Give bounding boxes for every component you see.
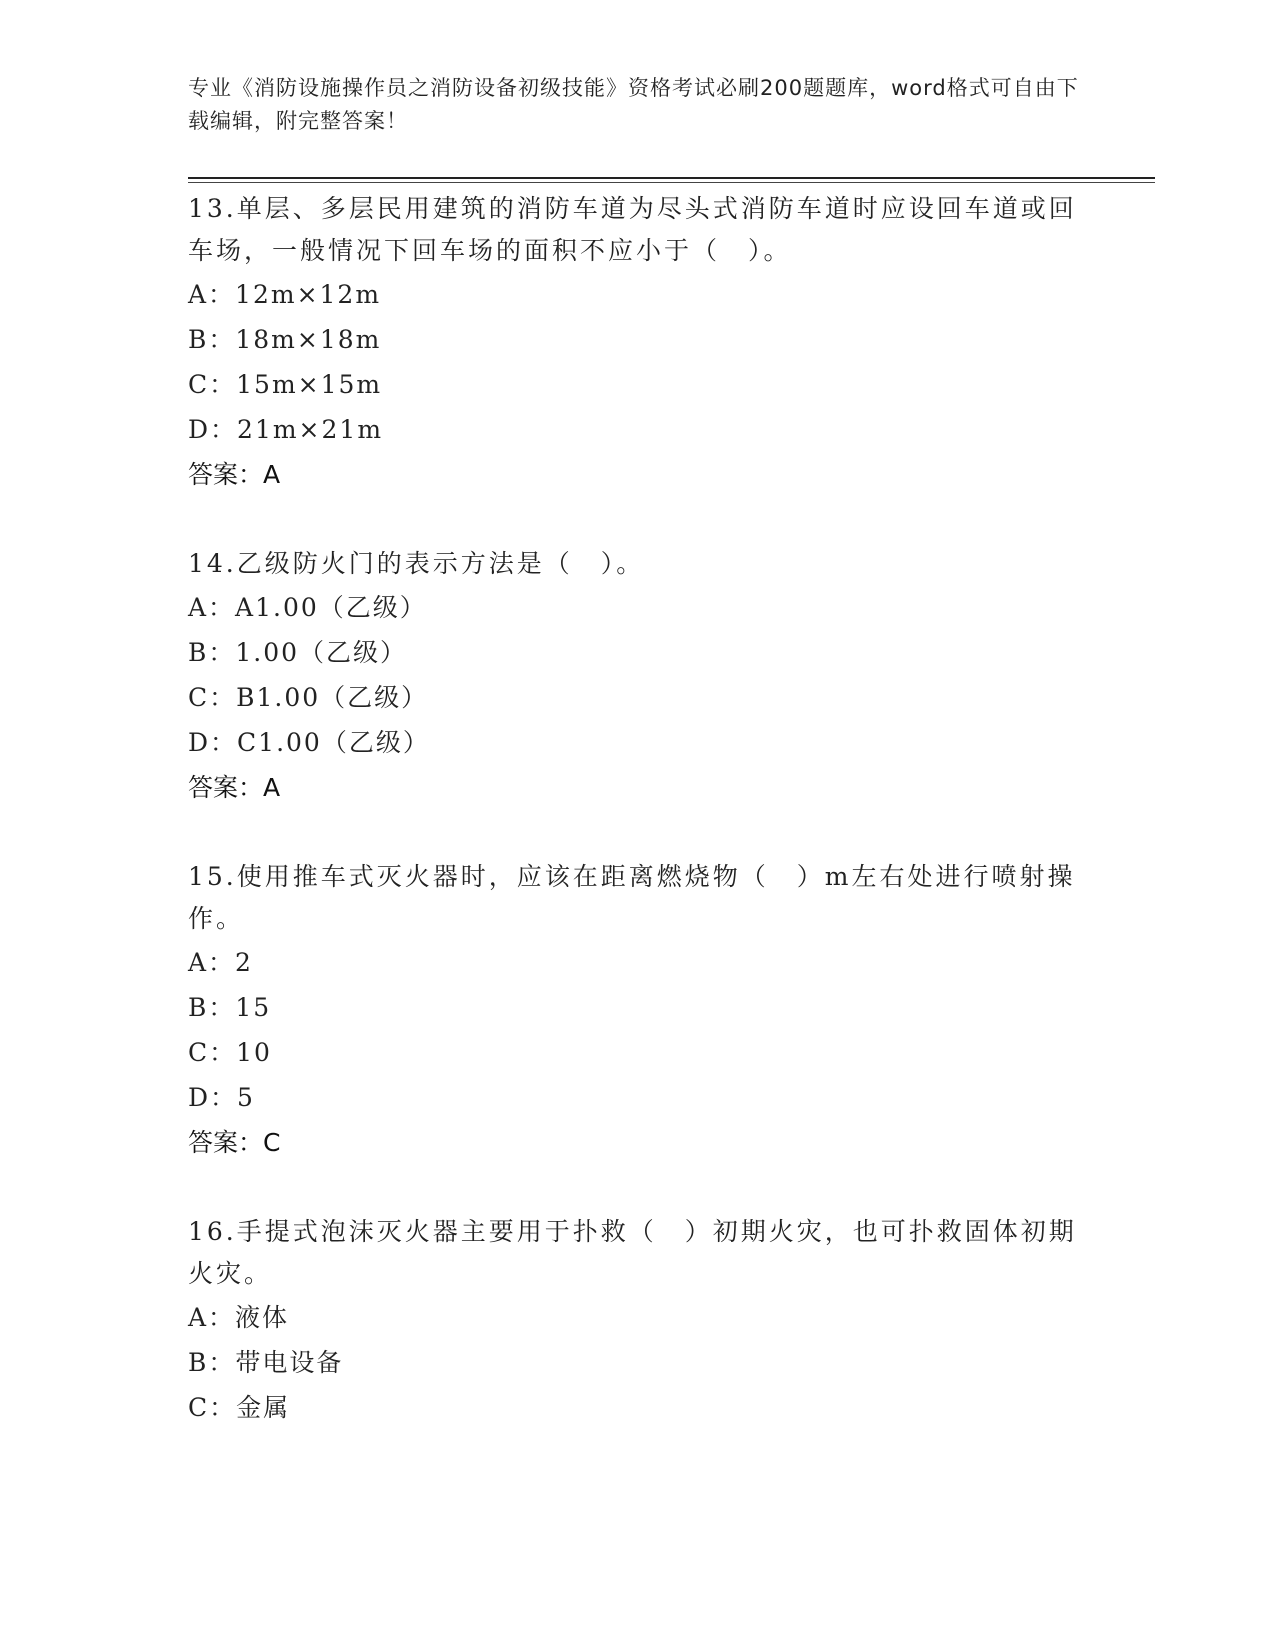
option-b: B：1.00（乙级） [188,638,408,667]
document-header: 专业《消防设施操作员之消防设备初级技能》资格考试必刷200题题库，word格式可自由下载编辑，附完整答案！ [188,76,1079,133]
option-d: D：C1.00（乙级） [188,728,430,757]
answer-label: 答案：C [188,1128,281,1157]
option-a: A：12m×12m [188,280,382,309]
option-b: B：15 [188,993,272,1022]
option-c: C：金属 [188,1393,291,1422]
question-14 [188,543,1088,810]
option-d: D：21m×21m [188,415,384,444]
question-list [188,188,1088,1476]
question-stem: 15.使用推车式灭火器时，应该在距离燃烧物（ ）m左右处进行喷射操作。 [188,862,1076,933]
question-stem: 16.手提式泡沫灭火器主要用于扑救（ ）初期火灾，也可扑救固体初期火灾。 [188,1217,1077,1288]
question-stem: 13.单层、多层民用建筑的消防车道为尽头式消防车道时应设回车道或回车场，一般情况下回车场的面积不应小于（ ）。 [188,194,1077,265]
option-d: D：5 [188,1083,255,1112]
answer-label: 答案：A [188,460,281,489]
answer-label: 答案：A [188,773,281,802]
option-b: B：18m×18m [188,325,382,354]
option-c: C：B1.00（乙级） [188,683,429,712]
question-13 [188,188,1088,497]
option-a: A：2 [188,948,253,977]
question-stem: 14.乙级防火门的表示方法是（ ）。 [188,549,645,578]
option-a: A：液体 [188,1303,290,1332]
option-a: A：A1.00（乙级） [188,593,427,622]
question-15 [188,856,1088,1165]
question-16 [188,1211,1088,1430]
header-divider-thin [188,182,1155,183]
option-b: B：带电设备 [188,1348,344,1377]
header-divider-thick [188,177,1155,179]
option-c: C：10 [188,1038,272,1067]
option-c: C：15m×15m [188,370,383,399]
